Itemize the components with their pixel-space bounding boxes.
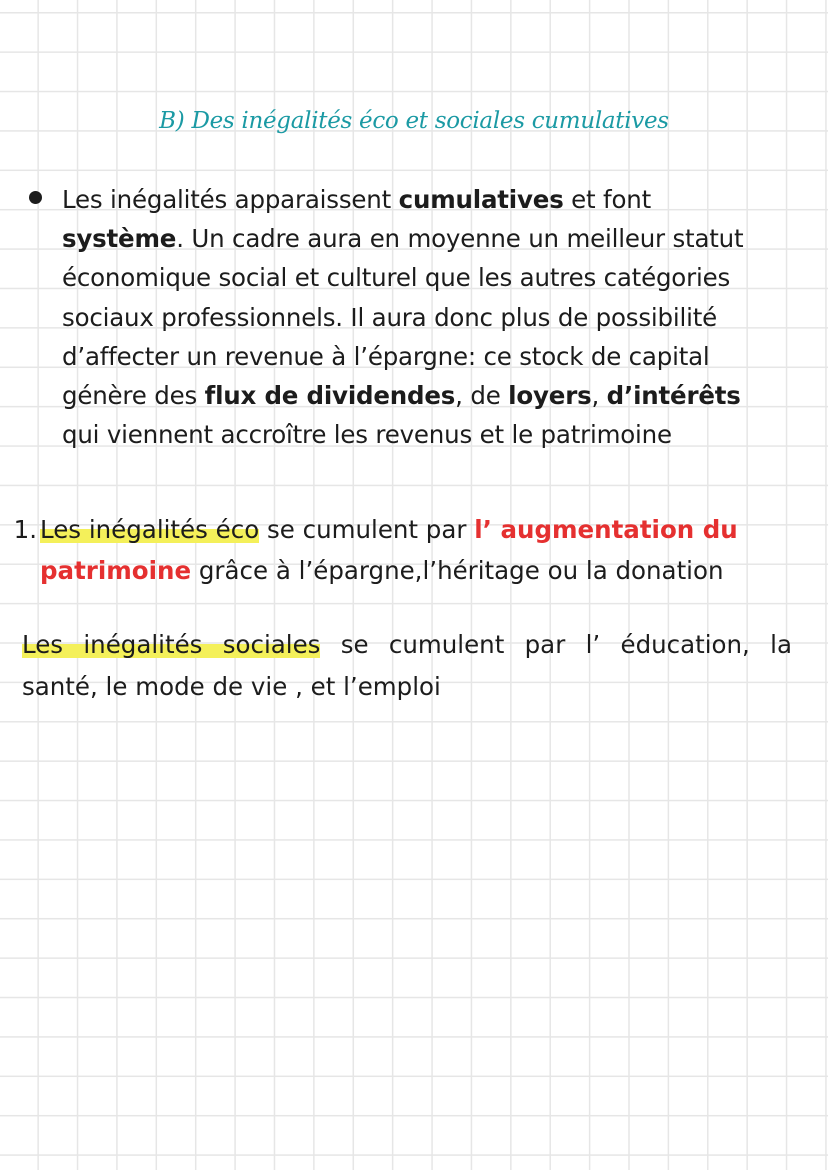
term-cumulatives: cumulatives	[398, 185, 564, 214]
bullet-line-4: sociaux professionnels. Il aura donc plus de possibilité	[62, 302, 717, 332]
numbered-point-1: 1. Les inégalités éco se cumulent par l’ augmentation du patrimoine grâce à l’épargne,l’héritage ou la donation	[6, 509, 822, 591]
term-flux-dividendes: flux de dividendes	[204, 381, 456, 411]
social-paragraph: Les inégalités sociales se cumulent par l’ éducation, la santé, le mode de vie , et l’emploi	[22, 630, 792, 701]
bullet-line-1: Les inégalités apparaissent cumulatives et font	[62, 185, 651, 214]
bullet-line-5: d’affecter un revenue à l’épargne: ce stock de capital	[62, 341, 710, 371]
section-title: B) Des inégalités éco et sociales cumulatives	[159, 108, 669, 134]
highlight-inegalites-sociales: Les inégalités sociales	[22, 630, 321, 659]
red-term-augmentation: l’ augmentation du	[474, 515, 738, 544]
term-systeme: système	[62, 224, 177, 254]
bullet-paragraph	[62, 180, 814, 454]
bullet-dot-icon	[29, 191, 42, 204]
red-term-patrimoine: patrimoine	[40, 556, 192, 585]
bullet-line-7: qui viennent accroître les revenus et le patrimoine	[62, 420, 672, 450]
term-loyers: loyers	[508, 381, 592, 411]
bullet-line-3: économique social et culturel que les autres catégories	[62, 263, 731, 293]
bullet-line-6: génère des flux de dividendes, de loyers, d’intérêts	[62, 381, 741, 411]
term-interets: d’intérêts	[606, 381, 741, 411]
highlight-inegalites-eco: Les inégalités éco	[40, 515, 260, 544]
bullet-line-2: système. Un cadre aura en moyenne un meilleur statut	[62, 224, 744, 254]
list-number: 1.	[13, 515, 37, 544]
